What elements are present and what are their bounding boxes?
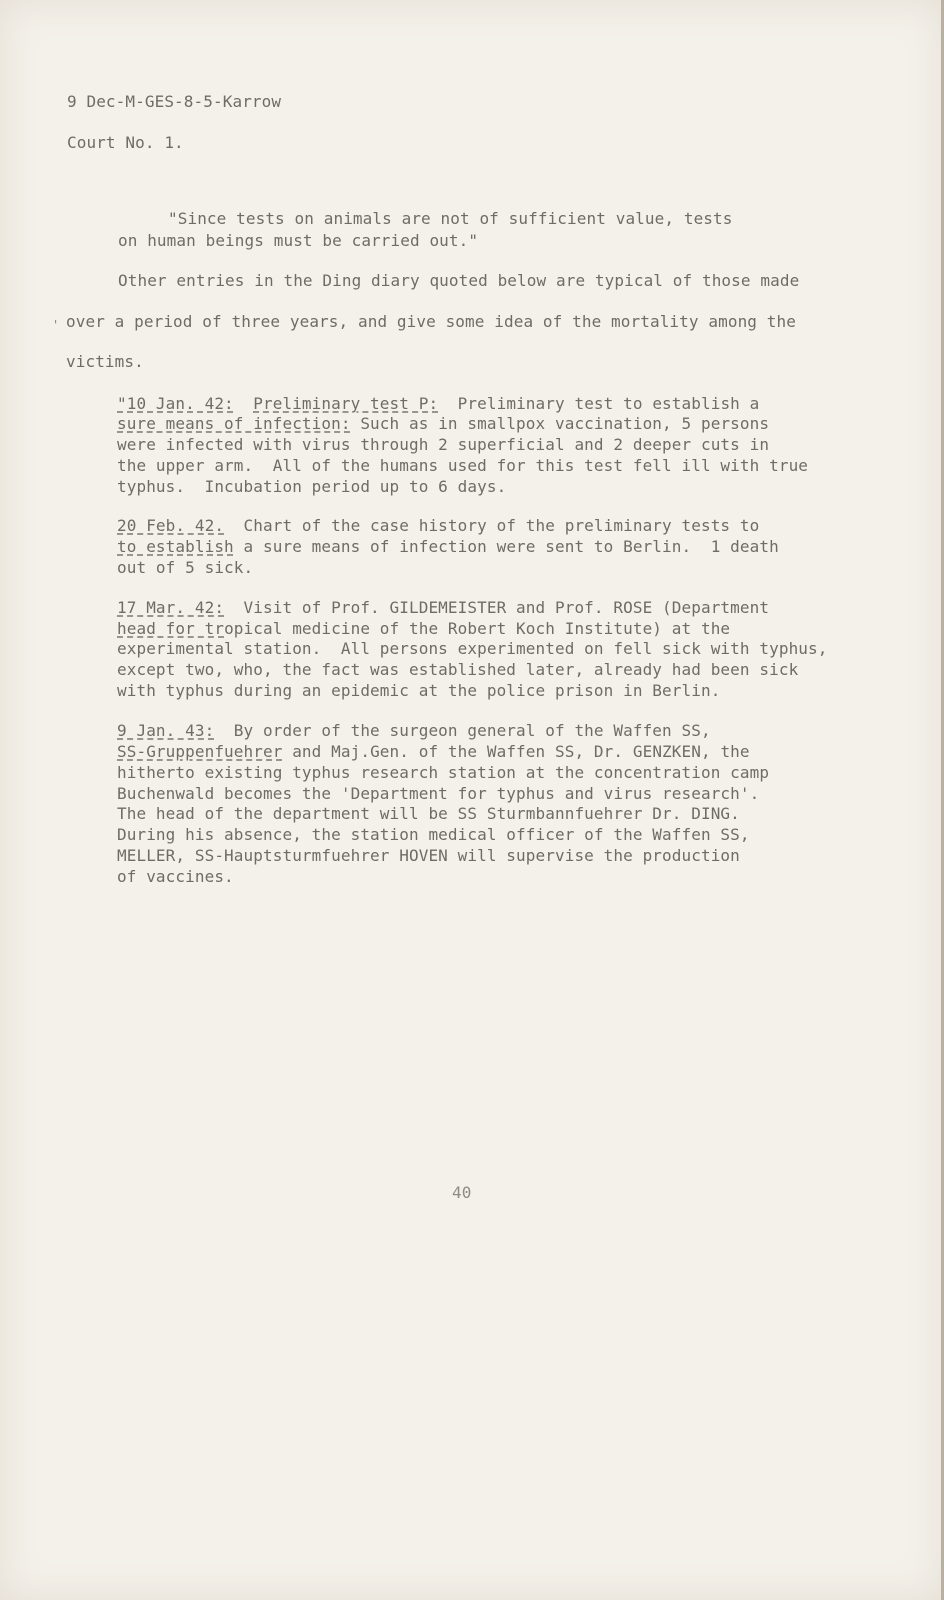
entry-2-first-rest: Chart of the case history of the preliminary tests to — [224, 516, 760, 535]
entry-4-line-8: of vaccines. — [117, 867, 234, 886]
entry-1-heading: Preliminary test P: — [253, 394, 439, 413]
entry-3-underlined-lead: head for tr — [117, 619, 225, 638]
entry-4-line-6: During his absence, the station medical officer of the Waffen SS, — [117, 825, 750, 844]
document-reference: 9 Dec-M-GES-8-5-Karrow — [67, 92, 282, 111]
entry-3-line-1 — [117, 597, 769, 618]
entry-3-second-rest: opical medicine of the Robert Koch Institute) at the — [224, 619, 731, 638]
entry-1-line-1 — [117, 393, 759, 414]
entry-1-second-rest: Such as in smallpox vaccination, 5 persons — [350, 414, 770, 433]
entry-2-line-2 — [117, 536, 779, 557]
entry-3-first-rest: Visit of Prof. GILDEMEISTER and Prof. ROSE (Department — [224, 598, 770, 617]
intro-line-2: over a period of three years, and give some idea of the mortality among the — [66, 312, 796, 331]
court-number: Court No. 1. — [67, 133, 184, 152]
margin-mark: ' — [52, 318, 60, 332]
quote-line-1: "Since tests on animals are not of sufficient value, tests — [168, 209, 733, 228]
entry-4-line-3: hitherto existing typhus research station at the concentration camp — [117, 763, 770, 782]
entry-1-line-5: typhus. Incubation period up to 6 days. — [117, 477, 507, 496]
entry-4-first-rest: By order of the surgeon general of the Waffen SS, — [214, 721, 711, 740]
intro-line-1: Other entries in the Ding diary quoted below are typical of those made — [118, 271, 800, 290]
entry-2-second-rest: a sure means of infection were sent to Berlin. 1 death — [233, 537, 779, 556]
entry-3-date: 17 Mar. 42: — [117, 598, 225, 617]
entry-1-underlined-lead: sure means of infection: — [117, 414, 351, 433]
entry-4-date: 9 Jan. 43: — [117, 721, 215, 740]
entry-1-line-3: were infected with virus through 2 superficial and 2 deeper cuts in — [117, 435, 770, 454]
entry-1-first-rest: Preliminary test to establish a — [438, 394, 760, 413]
entry-4-underlined-lead: SS-Gruppenfuehrer — [117, 742, 283, 761]
entry-2-underlined-lead: to establish — [117, 537, 234, 556]
entry-4-line-7: MELLER, SS-Hauptsturmfuehrer HOVEN will supervise the production — [117, 846, 740, 865]
intro-line-3: victims. — [66, 352, 144, 371]
entry-4-line-5: The head of the department will be SS Sturmbannfuehrer Dr. DING. — [117, 804, 740, 823]
entry-4-second-rest: and Maj.Gen. of the Waffen SS, Dr. GENZKEN, the — [282, 742, 750, 761]
entry-3-line-5: with typhus during an epidemic at the police prison in Berlin. — [117, 681, 721, 700]
entry-2-date: 20 Feb. 42. — [117, 516, 225, 535]
entry-3-line-3: experimental station. All persons experimented on fell sick with typhus, — [117, 639, 828, 658]
entry-2-line-1 — [117, 515, 759, 536]
entry-3-line-4: except two, who, the fact was established later, already had been sick — [117, 660, 799, 679]
page-number: 40 — [452, 1183, 472, 1202]
entry-4-line-2 — [117, 741, 750, 762]
entry-1-line-4: the upper arm. All of the humans used for this test fell ill with true — [117, 456, 809, 475]
entry-1-date: "10 Jan. 42: — [117, 394, 234, 413]
entry-3-line-2 — [117, 618, 730, 639]
entry-1-line-2 — [117, 413, 769, 434]
quote-line-2: on human beings must be carried out." — [118, 231, 479, 250]
entry-2-line-3: out of 5 sick. — [117, 558, 254, 577]
entry-4-line-1 — [117, 720, 711, 741]
entry-4-line-4: Buchenwald becomes the 'Department for typhus and virus research'. — [117, 784, 760, 803]
